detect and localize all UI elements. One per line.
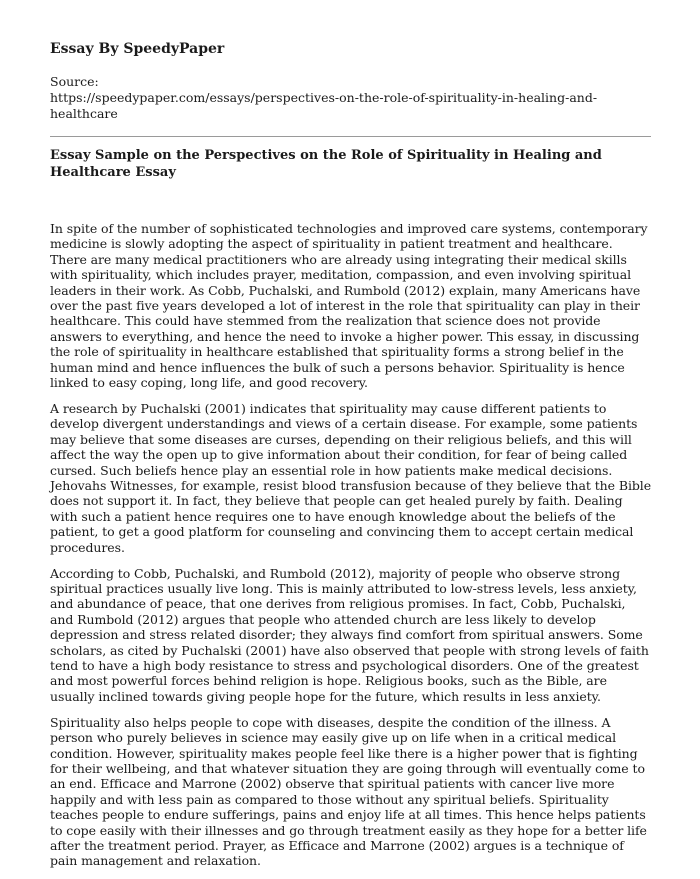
- source-label: Source:: [50, 74, 99, 89]
- essay-paragraph: In spite of the number of sophisticated technologies and improved care systems, contemporary medicine is slowly adopting the aspect of spirituality in patient treatment and healthcare. There are many medical practitioners who are already using integrating their medical skills with spirituality, which includes prayer, meditation, compassion, and even involving spiritual leaders in their work. As Cobb, Puchalski, and Rumbold (2012) explain, many Americans have over the past five years developed a lot of interest in the role that spirituality can play in their healthcare. This could have stemmed from the realization that science does not provide answers to everything, and hence the need to invoke a higher power. This essay, in discussing the role of spirituality in healthcare established that spirituality forms a strong belief in the human mind and hence influences the bulk of such a persons behavior. Spirituality is hence linked to easy coping, long life, and good recovery.: [50, 221, 648, 391]
- source-url: https://speedypaper.com/essays/perspectives-on-the-role-of-spirituality-in-healing-and-healthcare: [50, 90, 598, 121]
- essay-body: [50, 221, 651, 869]
- document-page: [50, 40, 651, 879]
- essay-paragraph: According to Cobb, Puchalski, and Rumbold (2012), majority of people who observe strong spiritual practices usually live long. This is mainly attributed to low-stress levels, less anxiety, and abundance of peace, that one derives from religious promises. In fact, Cobb, Puchalski, and Rumbold (2012) argues that people who attended church are less likely to develop depression and stress related disorder; they always find comfort from spiritual answers. Some scholars, as cited by Puchalski (2001) have also observed that people with strong levels of faith tend to have a high body resistance to stress and psychological disorders. One of the greatest and most powerful forces behind religion is hope. Religious books, such as the Bible, are usually inclined towards giving people hope for the future, which results in less anxiety.: [50, 565, 649, 704]
- header-divider: [50, 136, 651, 137]
- essay-title: Essay Sample on the Perspectives on the Role of Spirituality in Healing and Healthcare Essay: [50, 148, 602, 180]
- essay-paragraph: A research by Puchalski (2001) indicates that spirituality may cause different patients to develop divergent understandings and views of a certain disease. For example, some patients may believe that some diseases are curses, depending on their religious beliefs, and this will affect the way the open up to give information about their condition, for fear of being called cursed. Such beliefs hence play an essential role in how patients make medical decisions. Jehovahs Witnesses, for example, resist blood transfusion because of they believe that the Bible does not support it. In fact, they believe that people can get healed purely by faith. Dealing with such a patient hence requires one to have enough knowledge about the beliefs of the patient, to get a good platform for counseling and convincing them to accept certain medical procedures.: [50, 400, 652, 555]
- document-header-title: Essay By SpeedyPaper: [50, 41, 225, 57]
- essay-paragraph: Spirituality also helps people to cope with diseases, despite the condition of the illness. A person who purely believes in science may easily give up on life when in a critical medical condition. However, spirituality makes people feel like there is a higher power that is fighting for their wellbeing, and that whatever situation they are going through will eventually come to an end. Efficace and Marrone (2002) observe that spiritual patients with cancer live more happily and with less pain as compared to those without any spiritual beliefs. Spirituality teaches people to endure sufferings, pains and enjoy life at all times. This hence helps patients to cope easily with their illnesses and go through treatment easily as they hope for a better life after the treatment period. Prayer, as Efficace and Marrone (2002) argues is a technique of pain management and relaxation.: [50, 714, 647, 869]
